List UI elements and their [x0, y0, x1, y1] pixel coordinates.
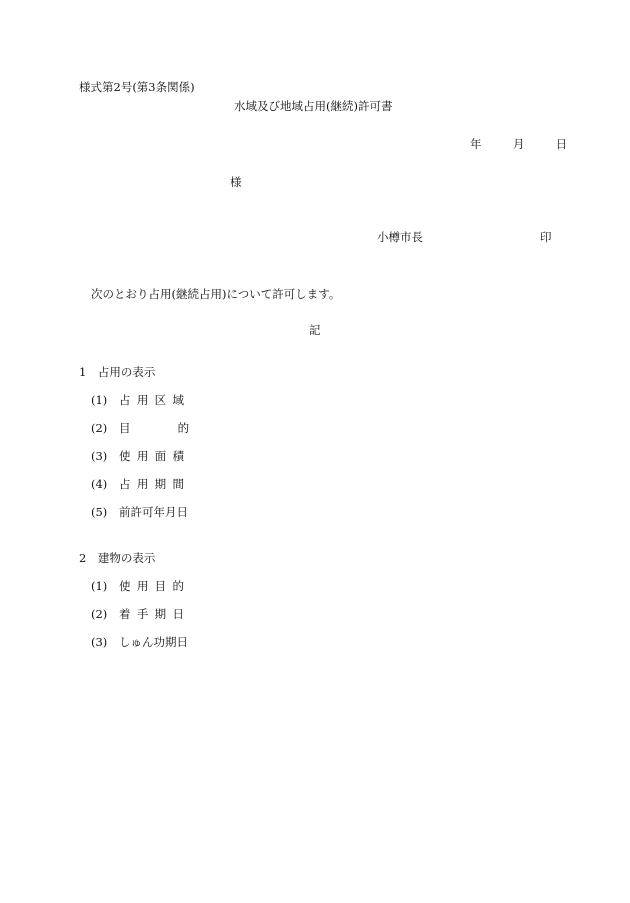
- item-label: しゅん功期日: [119, 635, 188, 649]
- date-year: 年: [470, 137, 482, 151]
- list-item: [91, 449, 190, 463]
- item-label: 使用目的: [119, 579, 191, 593]
- item-label: 着手期日: [119, 607, 191, 621]
- addressee-suffix: 様: [230, 175, 242, 189]
- list-item: [91, 477, 190, 491]
- item-number: (2): [91, 421, 108, 435]
- section1-heading: 1 占用の表示: [79, 365, 156, 379]
- date-day: 日: [555, 137, 568, 151]
- item-number: (3): [91, 449, 108, 463]
- list-item: [91, 579, 190, 593]
- item-number: (1): [91, 393, 108, 407]
- item-label: 占用期間: [119, 477, 191, 491]
- item-label: 使用面積: [119, 449, 191, 463]
- item-number: (3): [91, 635, 108, 649]
- list-item: [91, 421, 236, 435]
- list-item: [91, 635, 188, 649]
- item-number: (2): [91, 607, 108, 621]
- item-label: 前許可年月日: [119, 505, 188, 519]
- section2-heading: 2 建物の表示: [79, 551, 156, 565]
- form-label: 様式第2号(第3条関係): [79, 80, 195, 94]
- date-line: [470, 137, 567, 151]
- issuer-name: 小樽市長: [377, 230, 423, 244]
- list-item: [91, 505, 188, 519]
- record-mark: 記: [309, 323, 321, 337]
- date-month: 月: [512, 137, 525, 151]
- item-label: 占用区域: [119, 393, 191, 407]
- item-number: (4): [91, 477, 108, 491]
- issuer-seal: 印: [540, 230, 552, 244]
- item-label: 目的: [119, 421, 237, 435]
- body-text: 次のとおり占用(継続占用)について許可します。: [91, 287, 341, 301]
- list-item: [91, 607, 190, 621]
- document-title: 水域及び地域占用(継続)許可書: [234, 99, 393, 113]
- item-number: (5): [91, 505, 108, 519]
- list-item: [91, 393, 190, 407]
- item-number: (1): [91, 579, 108, 593]
